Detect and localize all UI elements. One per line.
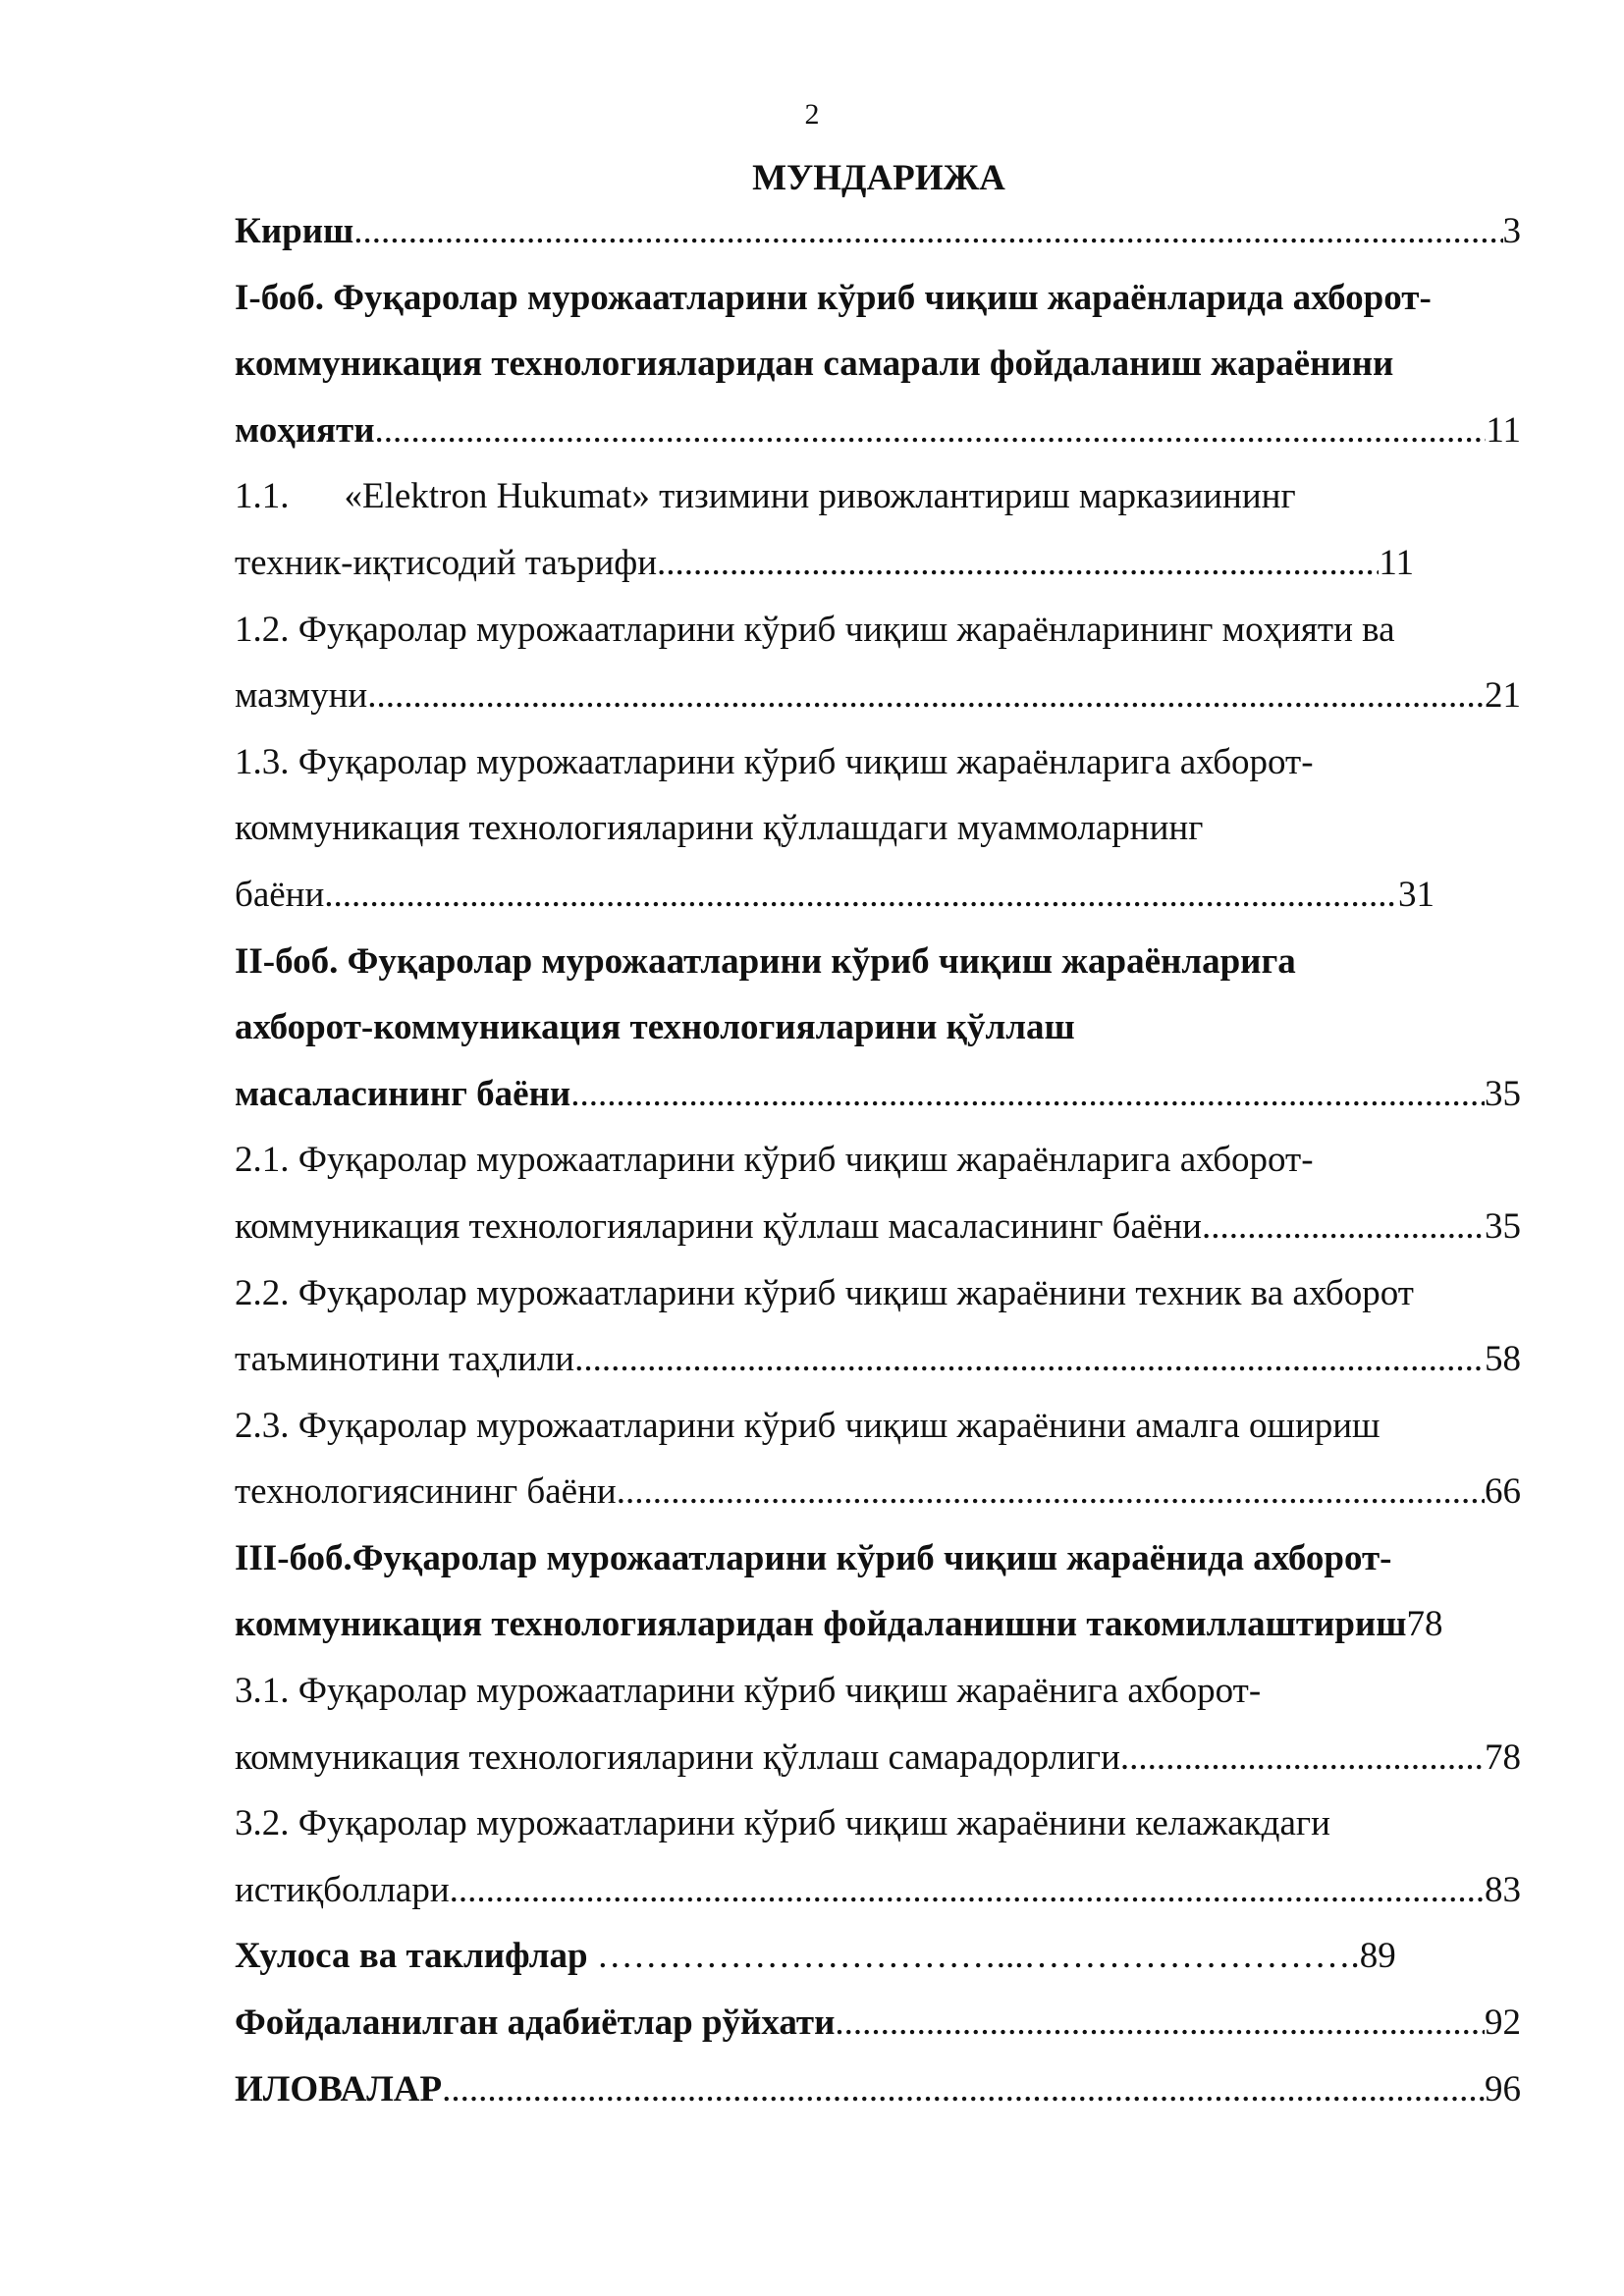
toc-page-number: 35 bbox=[1485, 1205, 1521, 1247]
toc-chapter-1-line-3 bbox=[235, 398, 1521, 464]
page-title: МУНДАРИЖА bbox=[752, 158, 1005, 198]
toc-page-number: 66 bbox=[1485, 1471, 1521, 1513]
toc-page-number: 96 bbox=[1485, 2068, 1521, 2109]
toc-section-1-1-line-2 bbox=[235, 530, 1414, 597]
toc-page-number: 31 bbox=[1398, 874, 1435, 915]
toc-section-2-2-line-2 bbox=[235, 1326, 1521, 1393]
toc-page-number: 83 bbox=[1485, 1869, 1521, 1910]
toc-section-1-2-line-1: 1.2. Фуқаролар мурожаатларини кўриб чиқиш жараёнларининг моҳияти ва bbox=[235, 609, 1395, 650]
toc-entry-text: истиқболлари bbox=[235, 1869, 450, 1910]
toc-entry-appendix bbox=[235, 2056, 1521, 2123]
toc-page-number: 92 bbox=[1485, 2002, 1521, 2044]
toc-page-number: 21 bbox=[1485, 675, 1521, 717]
toc-entry-intro bbox=[235, 198, 1521, 265]
toc-page-number: 11 bbox=[1486, 409, 1521, 451]
toc-entry-text: «Elektron Hukumat» тизимини ривожлантириш марказиининг bbox=[344, 476, 1296, 517]
toc-entry-text: коммуникация технологияларидан фойдаланишни такомиллаштириш bbox=[235, 1604, 1407, 1645]
toc-section-1-2-line-2 bbox=[235, 663, 1521, 729]
toc-entry-text: мазмуни bbox=[235, 675, 368, 717]
toc-entry-text: Хулоса ва таклифлар bbox=[235, 1936, 597, 1977]
dot-leader bbox=[617, 1459, 1485, 1525]
toc-section-2-3-line-2 bbox=[235, 1459, 1521, 1525]
toc-section-3-1-line-2 bbox=[235, 1725, 1521, 1791]
toc-section-2-3-line-1: 2.3. Фуқаролар мурожаатларини кўриб чиқиш жараёнини амалга ошириш bbox=[235, 1405, 1380, 1446]
toc-chapter-1-line-1: I-боб. Фуқаролар мурожаатларини кўриб чиқиш жараёнларида ахборот- bbox=[235, 277, 1432, 318]
table-of-contents bbox=[235, 198, 1521, 2122]
toc-section-number: 1.1. bbox=[235, 476, 290, 517]
toc-section-2-1-line-1: 2.1. Фуқаролар мурожаатларини кўриб чиқиш жараёнларига ахборот- bbox=[235, 1140, 1314, 1181]
dot-leader bbox=[450, 1857, 1485, 1924]
dot-leader bbox=[324, 862, 1398, 929]
toc-entry-text: коммуникация технологияларини қўллаш самарадорлиги bbox=[235, 1736, 1120, 1778]
toc-entry-text: ИЛОВАЛАР bbox=[235, 2068, 443, 2109]
toc-section-3-2-line-1: 3.2. Фуқаролар мурожаатларини кўриб чиқиш жараёнини келажакдаги bbox=[235, 1803, 1330, 1844]
toc-entry-conclusion bbox=[235, 1923, 1521, 1990]
toc-section-3-1-line-1: 3.1. Фуқаролар мурожаатларини кўриб чиқиш жараёнига ахборот- bbox=[235, 1671, 1262, 1712]
toc-entry-text: таъминотини таҳлили bbox=[235, 1339, 575, 1380]
dot-leader bbox=[570, 1061, 1485, 1128]
toc-entry-text: Кириш bbox=[235, 211, 354, 251]
toc-chapter-3-line-1: III-боб.Фуқаролар мурожаатларини кўриб чиқиш жараёнида ахборот- bbox=[235, 1537, 1392, 1578]
toc-page-number: 35 bbox=[1485, 1073, 1521, 1114]
dot-leader bbox=[1120, 1725, 1485, 1791]
toc-entry-text: баёни bbox=[235, 874, 325, 915]
toc-section-1-3-line-2: коммуникация технологияларини қўллашдаги муаммоларнинг bbox=[235, 808, 1204, 849]
dot-leader bbox=[835, 1990, 1485, 2056]
toc-section-3-2-line-2 bbox=[235, 1857, 1521, 1924]
toc-entry-text: коммуникация технологияларини қўллаш масаласининг баёни bbox=[235, 1205, 1202, 1247]
toc-chapter-1-line-2: коммуникация технологияларидан самарали фойдаланиш жараёнини bbox=[235, 344, 1394, 385]
toc-chapter-2-line-3 bbox=[235, 1061, 1521, 1128]
toc-section-1-1-line-1 bbox=[235, 463, 1521, 530]
dot-leader bbox=[657, 530, 1379, 597]
toc-page-number: 58 bbox=[1485, 1339, 1521, 1380]
toc-section-2-1-line-2 bbox=[235, 1194, 1521, 1260]
toc-chapter-2-line-2: ахборот-коммуникация технологияларини қўллаш bbox=[235, 1007, 1075, 1048]
toc-entry-text: масаласининг баёни bbox=[235, 1073, 571, 1114]
dot-leader bbox=[574, 1326, 1485, 1393]
toc-page-number: 11 bbox=[1379, 542, 1414, 583]
dot-leader bbox=[367, 663, 1485, 729]
toc-entry-references bbox=[235, 1990, 1521, 2056]
toc-entry-text: техник-иқтисодий таърифи bbox=[235, 542, 658, 583]
toc-page-number: 78 bbox=[1406, 1604, 1443, 1645]
toc-page-number: 78 bbox=[1485, 1736, 1521, 1778]
dot-leader bbox=[353, 198, 1502, 265]
dot-leader bbox=[1202, 1194, 1485, 1260]
toc-chapter-2-line-1: II-боб. Фуқаролар мурожаатларини кўриб чиқиш жараёнларига bbox=[235, 940, 1296, 982]
toc-entry-text: моҳияти bbox=[235, 409, 375, 451]
toc-section-2-2-line-1: 2.2. Фуқаролар мурожаатларини кўриб чиқиш жараёнини техник ва ахборот bbox=[235, 1272, 1414, 1313]
toc-section-1-3-line-1: 1.3. Фуқаролар мурожаатларини кўриб чиқиш жараёнларига ахборот- bbox=[235, 741, 1314, 782]
toc-chapter-3-line-2 bbox=[235, 1591, 1521, 1658]
dot-leader: ……………………………...………………………. bbox=[596, 1936, 1360, 1977]
dot-leader bbox=[375, 398, 1487, 464]
toc-section-1-3-line-3 bbox=[235, 862, 1435, 929]
toc-entry-text: Фойдаланилган адабиётлар рўйхати bbox=[235, 2002, 836, 2044]
dot-leader bbox=[442, 2056, 1485, 2123]
toc-page-number: 3 bbox=[1502, 211, 1521, 251]
toc-page-number: 89 bbox=[1359, 1936, 1396, 1977]
toc-entry-text: технологиясининг баёни bbox=[235, 1471, 617, 1513]
page-number: 2 bbox=[804, 98, 820, 131]
